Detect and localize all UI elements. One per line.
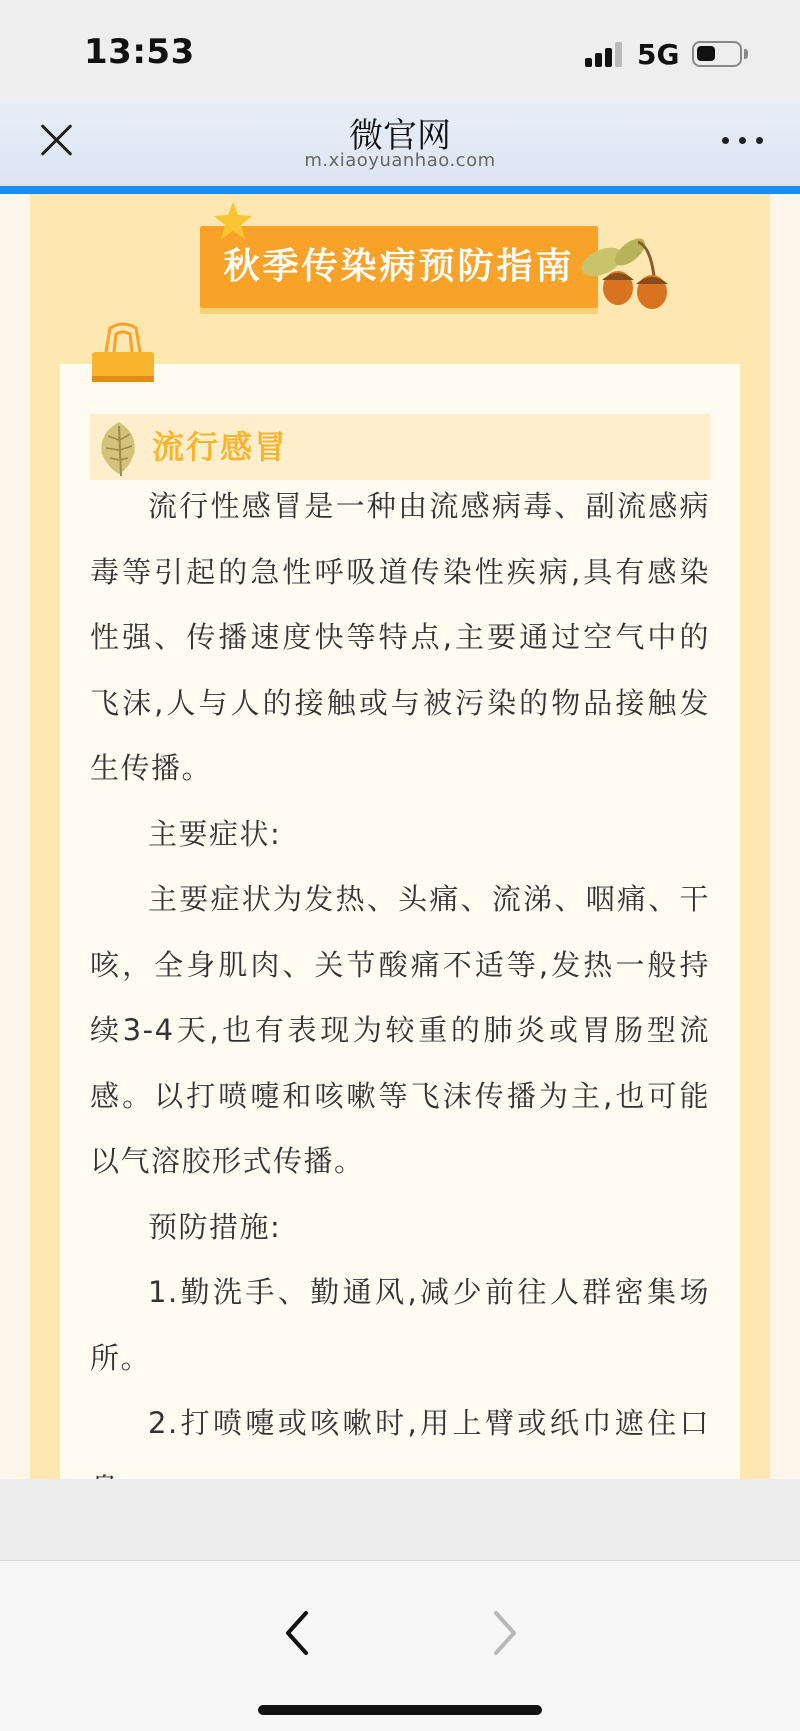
star-icon [212, 200, 254, 242]
content-area[interactable] [0, 194, 800, 1479]
battery-cap [744, 49, 748, 59]
bottom-toolbar [0, 1561, 800, 1731]
article-paragraph: 1.勤洗手、勤通风,减少前往人群密集场所。 [90, 1275, 710, 1375]
home-indicator[interactable] [258, 1705, 542, 1715]
page-title: 微官网 [349, 116, 451, 156]
chevron-right-icon[interactable] [484, 1605, 524, 1661]
browser-header [0, 100, 800, 188]
battery-icon [692, 41, 742, 67]
section-title: 流行感冒 [152, 428, 289, 466]
article-body [90, 474, 710, 1522]
leaf-icon [94, 418, 144, 478]
toolbar-spacer [0, 1479, 800, 1561]
header-divider [0, 186, 800, 194]
acorn-icon [578, 236, 674, 310]
article-paragraph: 2.打喷嚏或咳嗽时,用上臂或纸巾遮住口 [148, 1406, 710, 1440]
chevron-left-icon[interactable] [278, 1605, 318, 1661]
page-url: m.xiaoyuanhao.com [304, 150, 496, 171]
section-header [90, 414, 710, 480]
status-time: 13:53 [84, 32, 195, 72]
banner-title: 秋季传染病预防指南 [223, 246, 575, 287]
network-label: 5G [637, 38, 680, 71]
signal-icon [585, 41, 625, 67]
binder-clip-icon [88, 322, 158, 392]
article-paragraph: 主要症状: [148, 816, 282, 851]
article-paragraph: 流行性感冒是一种由流感病毒、副流感病毒等引起的急性呼吸道传染性疾病,具有感染性强、传播速度快等特点,主要通过空气中的飞沫,人与人的接触或与被污染的物品接触发生传播。 [90, 489, 710, 785]
status-bar [0, 0, 800, 100]
more-icon[interactable] [722, 134, 764, 148]
banner [200, 226, 598, 308]
article-paragraph: 主要症状为发热、头痛、流涕、咽痛、干咳，全身肌肉、关节酸痛不适等,发热一般持续3-4天,也有表现为较重的肺炎或胃肠型流感。以打喷嚏和咳嗽等飞沫传播为主,也可能以气溶胶形式传播。 [90, 882, 710, 1178]
article-paragraph: 预防措施: [148, 1209, 282, 1244]
